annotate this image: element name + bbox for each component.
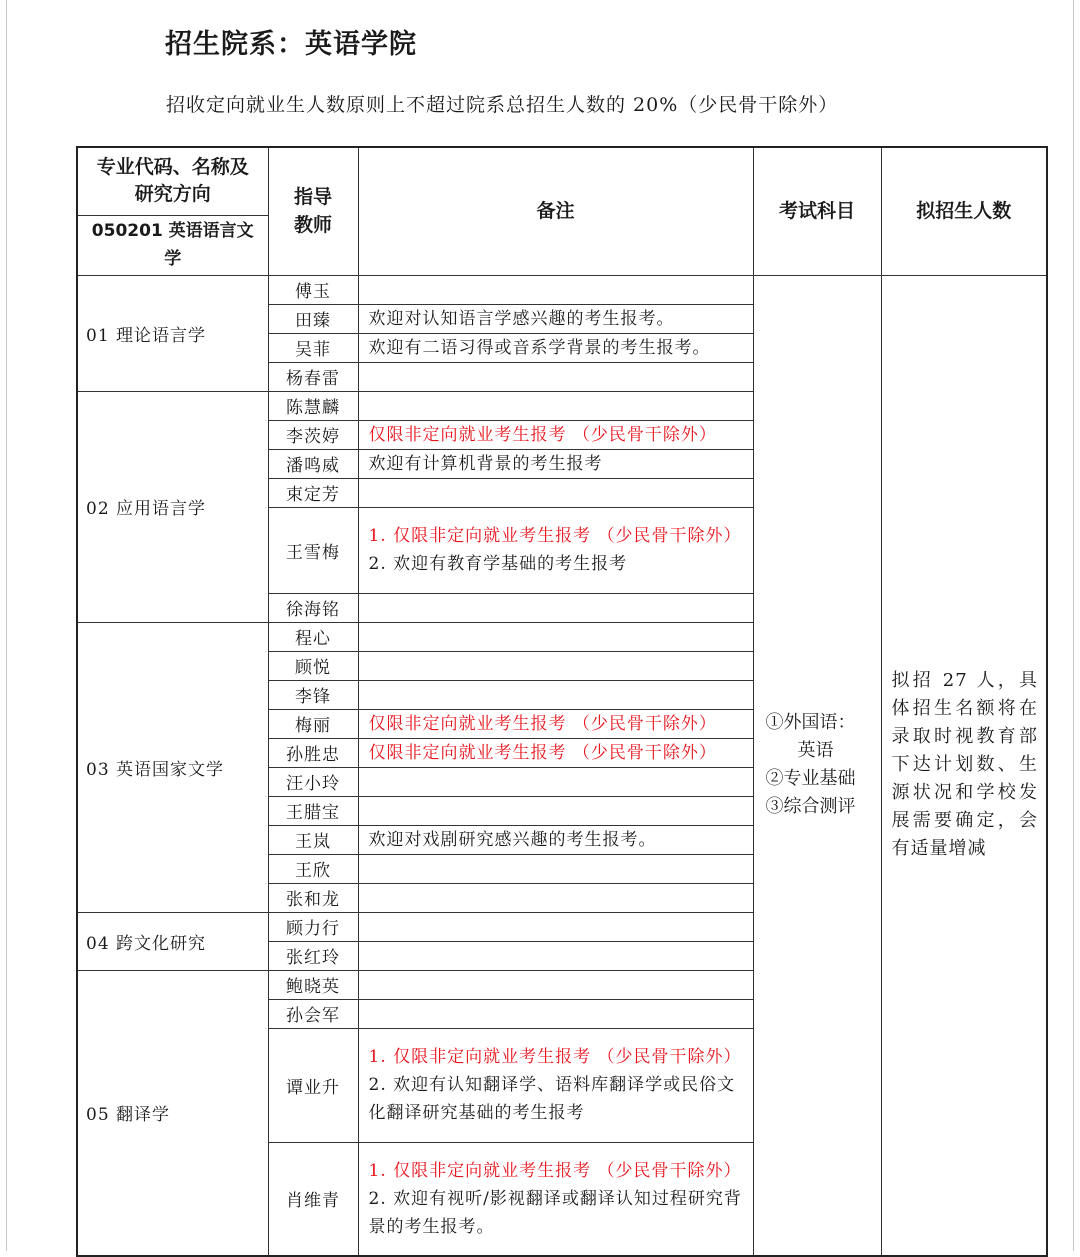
remark-cell [358, 622, 753, 651]
header-exam: 考试科目 [753, 147, 881, 275]
remark-cell [358, 912, 753, 941]
teacher-name: 顾力行 [268, 912, 358, 941]
teacher-name: 徐海铭 [268, 593, 358, 622]
page-edge-right [1073, 0, 1074, 1251]
remark-cell: 欢迎对认知语言学感兴趣的考生报考。 [358, 304, 753, 333]
remark-cell [358, 767, 753, 796]
teacher-name: 鲍晓英 [268, 970, 358, 999]
remark-cell: 仅限非定向就业考生报考 （少民骨干除外） [358, 709, 753, 738]
exam-line-1: ①外国语： [765, 712, 856, 734]
remark-cell: 欢迎有计算机背景的考生报考 [358, 449, 753, 478]
remark-cell: 仅限非定向就业考生报考 （少民骨干除外） [358, 738, 753, 767]
teacher-name: 顾悦 [268, 651, 358, 680]
remark-cell [358, 391, 753, 420]
header-advisor: 指导教师 [268, 147, 358, 275]
exam-line-3: ②专业基础 [765, 768, 856, 790]
remark-line-1: 1. 仅限非定向就业考生报考 （少民骨干除外） [368, 526, 742, 546]
teacher-name: 王雪梅 [268, 507, 358, 593]
direction-cell: 03 英语国家文学 [77, 622, 268, 912]
teacher-name: 张红玲 [268, 941, 358, 970]
teacher-name: 汪小玲 [268, 767, 358, 796]
remark-cell [358, 1142, 753, 1256]
direction-cell: 02 应用语言学 [77, 391, 268, 622]
remark-cell [358, 941, 753, 970]
teacher-name: 王腊宝 [268, 796, 358, 825]
exam-subjects [753, 275, 881, 1256]
remark-line-2: 2. 欢迎有视听/影视翻译或翻译认知过程研究背景的考生报考。 [368, 1188, 742, 1237]
remark-cell [358, 854, 753, 883]
remark-line-1: 1. 仅限非定向就业考生报考 （少民骨干除外） [368, 1047, 742, 1067]
remark-cell [358, 999, 753, 1028]
exam-line-2: 英语 [797, 740, 834, 762]
remark-line-2: 2. 欢迎有教育学基础的考生报考 [368, 554, 628, 574]
header-remarks: 备注 [358, 147, 753, 275]
remark-cell [358, 796, 753, 825]
quota-cell: 拟招 27 人，具体招生名额将在录取时视教育部下达计划数、生源状况和学校发展需要确定，会有适量增减 [881, 275, 1047, 1256]
teacher-name: 束定芳 [268, 478, 358, 507]
teacher-name: 李锋 [268, 680, 358, 709]
teacher-name: 肖维青 [268, 1142, 358, 1256]
remark-cell [358, 275, 753, 304]
teacher-name: 吴菲 [268, 333, 358, 362]
teacher-name: 李茨婷 [268, 420, 358, 449]
remark-cell [358, 478, 753, 507]
direction-cell: 04 跨文化研究 [77, 912, 268, 970]
teacher-name: 王欣 [268, 854, 358, 883]
header-major-code: 050201 英语语言文学 [77, 215, 268, 275]
header-quota: 拟招生人数 [881, 147, 1047, 275]
teacher-name: 潘鸣威 [268, 449, 358, 478]
remark-cell [358, 883, 753, 912]
teacher-name: 孙会军 [268, 999, 358, 1028]
teacher-name: 田臻 [268, 304, 358, 333]
remark-cell: 欢迎有二语习得或音系学背景的考生报考。 [358, 333, 753, 362]
enrollment-table [76, 146, 1048, 1257]
header-major: 专业代码、名称及研究方向 [77, 147, 268, 215]
remark-line-2: 2. 欢迎有认知翻译学、语料库翻译学或民俗文化翻译研究基础的考生报考 [368, 1075, 736, 1123]
direction-cell: 01 理论语言学 [77, 275, 268, 391]
teacher-name: 孙胜忠 [268, 738, 358, 767]
teacher-name: 陈慧麟 [268, 391, 358, 420]
teacher-name: 谭业升 [268, 1028, 358, 1142]
teacher-name: 程心 [268, 622, 358, 651]
teacher-name: 傅玉 [268, 275, 358, 304]
remark-line-1: 1. 仅限非定向就业考生报考 （少民骨干除外） [368, 1160, 742, 1181]
remark-cell: 仅限非定向就业考生报考 （少民骨干除外） [358, 420, 753, 449]
page-edge-left [6, 0, 7, 1251]
page-subtitle: 招收定向就业生人数原则上不超过院系总招生人数的 20%（少民骨干除外） [166, 94, 839, 116]
page-title: 招生院系：英语学院 [165, 29, 417, 60]
teacher-name: 杨春雷 [268, 362, 358, 391]
remark-cell [358, 680, 753, 709]
teacher-name: 王岚 [268, 825, 358, 854]
direction-cell: 05 翻译学 [77, 970, 268, 1256]
teacher-name: 梅丽 [268, 709, 358, 738]
remark-cell [358, 651, 753, 680]
teacher-name: 张和龙 [268, 883, 358, 912]
remark-cell [358, 593, 753, 622]
exam-line-4: ③综合测评 [765, 796, 856, 818]
remark-cell [358, 970, 753, 999]
remark-cell [358, 362, 753, 391]
remark-cell [358, 507, 753, 593]
remark-cell: 欢迎对戏剧研究感兴趣的考生报考。 [358, 825, 753, 854]
remark-cell [358, 1028, 753, 1142]
